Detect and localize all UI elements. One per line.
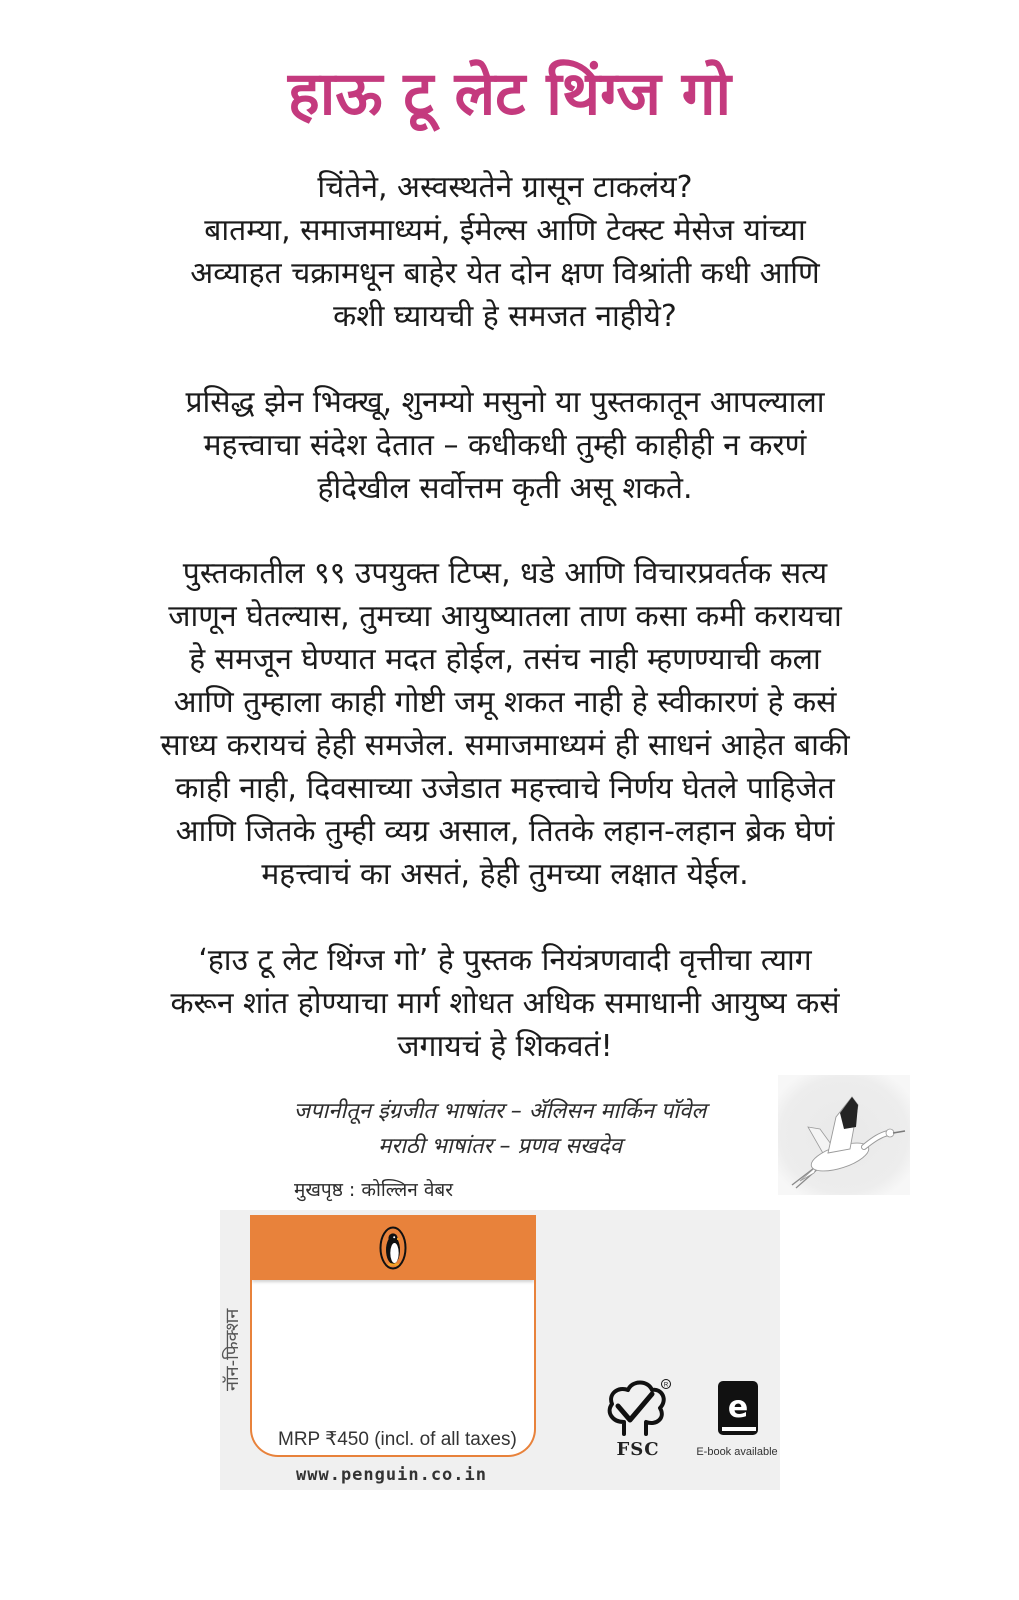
price-label bbox=[250, 1215, 536, 1457]
genre-label: नॉन-फिक्शन bbox=[222, 1308, 243, 1392]
blurb-paragraph-1 bbox=[50, 166, 960, 338]
crane-icon bbox=[778, 1075, 910, 1195]
blurb-line: अव्याहत चक्रामधून बाहेर येत दोन क्षण विश्रांती कधी आणि bbox=[190, 256, 820, 291]
svg-text:R: R bbox=[663, 1382, 669, 1389]
blurb-line: जाणून घेतल्यास, तुमच्या आयुष्यातला ताण कसा कमी करायचा bbox=[168, 599, 842, 634]
cover-designer-credit: मुखपृष्ठ : कोल्लिन वेबर bbox=[294, 1179, 454, 1201]
blurb-line: आणि तुम्हाला काही गोष्टी जमू शकत नाही हे स्वीकारणं हे कसं bbox=[173, 685, 837, 720]
blurb-line: बातम्या, समाजमाध्यमं, ईमेल्स आणि टेक्स्ट मेसेज यांच्या bbox=[204, 213, 806, 248]
blurb-line: पुस्तकातील ९९ उपयुक्त टिप्स, धडे आणि विचारप्रवर्तक सत्य bbox=[182, 556, 828, 591]
blurb-line: जगायचं हे शिकवतं! bbox=[397, 1029, 613, 1064]
penguin-logo-icon bbox=[379, 1226, 407, 1270]
marathi-translator-credit: मराठी भाषांतर – प्रणव सखदेव bbox=[378, 1134, 622, 1159]
blurb-line: काही नाही, दिवसाच्या उजेडात महत्त्वाचे निर्णय घेतले पाहिजेत bbox=[175, 771, 835, 806]
book-title: हाऊ टू लेट थिंग्ज गो bbox=[287, 59, 732, 129]
blurb-line: करून शांत होण्याचा मार्ग शोधत अधिक समाधानी आयुष्य कसं bbox=[170, 986, 840, 1021]
label-orange-band bbox=[252, 1215, 534, 1280]
mrp-price: MRP ₹450 (incl. of all taxes) bbox=[278, 1429, 517, 1450]
blurb-paragraph-4 bbox=[50, 939, 960, 1068]
blurb-line: महत्त्वाचं का असतं, हेही तुमच्या लक्षात येईल. bbox=[261, 857, 749, 892]
blurb-line: प्रसिद्ध झेन भिक्खू, शुनम्यो मसुनो या पुस्तकातून आपल्याला bbox=[185, 385, 825, 420]
english-translator-credit: जपानीतून इंग्रजीत भाषांतर – ॲलिसन मार्किन पॉवेल bbox=[293, 1099, 707, 1124]
fsc-tree-icon bbox=[600, 1376, 674, 1438]
blurb-paragraph-3 bbox=[50, 552, 960, 896]
publisher-website: www.penguin.co.in bbox=[296, 1465, 487, 1485]
translator-credits bbox=[200, 1094, 800, 1164]
ebook-available-label: E-book available bbox=[696, 1446, 778, 1458]
blurb-line: कशी घ्यायची हे समजत नाहीये? bbox=[333, 299, 677, 334]
blurb-line: चिंतेने, अस्वस्थतेने ग्रासून टाकलंय? bbox=[317, 170, 693, 205]
blurb-line: हीदेखील सर्वोत्तम कृती असू शकते. bbox=[317, 471, 693, 506]
ebook-icon bbox=[716, 1379, 760, 1439]
svg-text:e: e bbox=[727, 1390, 749, 1425]
blurb-line: हे समजून घेण्यात मदत होईल, तसंच नाही म्हणण्याची कला bbox=[189, 642, 821, 677]
blurb-line: साध्य करायचं हेही समजेल. समाजमाध्यमं ही साधनं आहेत बाकी bbox=[160, 728, 850, 763]
fsc-label: FSC bbox=[616, 1439, 660, 1460]
blurb-paragraph-2 bbox=[50, 381, 960, 510]
blurb-line: महत्त्वाचा संदेश देतात – कधीकधी तुम्ही काहीही न करणं bbox=[203, 428, 807, 463]
blurb-line: ‘हाउ टू लेट थिंग्ज गो’ हे पुस्तक नियंत्रणवादी वृत्तीचा त्याग bbox=[198, 943, 812, 978]
blurb-line: आणि जितके तुम्ही व्यग्र असाल, तितके लहान-लहान ब्रेक घेणं bbox=[175, 814, 835, 849]
